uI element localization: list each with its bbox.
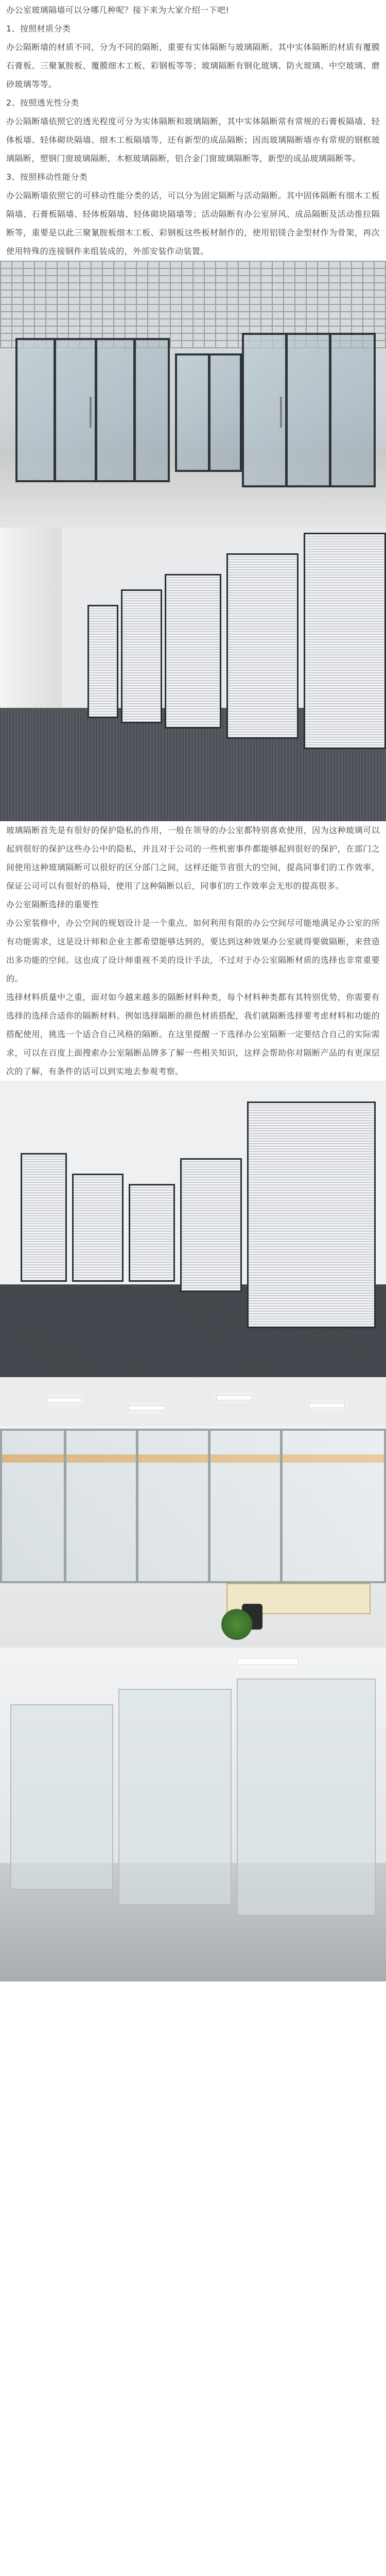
section-text: 选择材料质量中之重，面对如今越来越多的隔断材料种类，每个材料种类都有其特别优势，你需要有选择的选择合适你的隔断材料。例如选择隔断的颜色材质搭配，我们就隔断选择要考虑材料和功能的搭配使用，挑选一个适合自己风格的隔断。在这里提醒一下选择办公室隔断一定要结合自己的实际需求，可以在百度上面搜索办公室隔断品牌多了解一些相关知识，这样会帮助你对隔断产品的有更深层次的了解，有条件的话可以到实地去参观考察。: [6, 992, 380, 1076]
section-title: 3、按照移动性能分类: [6, 172, 88, 182]
blind-panel: [129, 1184, 175, 1282]
frameless-glass-partition-photo: [0, 1648, 386, 1981]
section-title: 办公室隔断选择的重要性: [6, 900, 99, 909]
intro-text: 办公室玻璃隔墙可以分哪几种呢？接下来为大家介绍一下吧!: [6, 5, 230, 15]
section-title: 2、按照透光性分类: [6, 98, 79, 108]
section-text: 玻璃隔断首先是有很好的保护隐私的作用，一般在领导的办公室都特别喜欢使用，因为这种玻璃可以起到很好的保护这些办公中的隐私，并且对于公司的一些机密事件都能够起到很好的保护，在部门之间使用这种玻璃隔断可以很好的区分部门之间，这样还能节省很大的空间，提高同事们的工作效率，保证公司可以有很好的格局，使用了这种隔断以后，同事们的工作效率会无形的提高很多。: [6, 825, 380, 891]
blind-panel: [226, 553, 299, 739]
blind-panel: [21, 1153, 67, 1282]
section-text: 办公隔断墙依照它的可移动性能分类的话，可以分为固定隔断与活动隔断。其中固体隔断有细木工板隔墙、石膏板隔墙、轻体板隔墙、轻体砌块隔墙等；活动隔断有办公室屏风、成品隔断及活动推拉隔断等，重要是以此三聚氰胺板细木工板、彩钢板这些板材制作的，使用铝镁合金型材作为骨架，再次使用特殊的连接钢件来组装成的，外部安装作动装置。: [6, 191, 380, 256]
section-title: 1、按照材质分类: [6, 24, 71, 33]
section-text: 办公室装修中，办公空间的规划设计是一个重点。如何利用有限的办公空间尽可能地满足办公室的所有功能需求，这是设计师和企业主都希望能够达到的，要达到这种效果办公室就得要做隔断，来营造出多功能的空间。这也成了设计师重视不美的设计手法，不过对于办公室隔断材质的选择也非常重要的。: [6, 918, 380, 984]
glass-panel: [237, 1679, 376, 1916]
blind-panel: [72, 1174, 124, 1282]
glass-office-corridor-photo: [0, 261, 386, 528]
blind-panel: [247, 1101, 376, 1328]
blind-panel: [165, 574, 221, 728]
section-text: 办公隔断墙的材质不同，分为不同的隔断，重要有实体隔断与玻璃隔断。其中实体隔断的材质有覆膜石膏板、三聚氰胺板、覆膜细木工板、彩钢板等等；玻璃隔断有钢化玻璃、防火玻璃、中空玻璃、磨砂玻璃等等。: [6, 42, 380, 89]
glass-partition: [242, 333, 376, 487]
blind-panel: [87, 605, 118, 718]
glass-panel: [10, 1704, 113, 1890]
glass-panel: [118, 1689, 232, 1905]
open-office-glass-partition-photo: [0, 1377, 386, 1648]
blinds-partition-corridor-photo: [0, 528, 386, 821]
glass-partition: [15, 338, 170, 482]
glass-partition: [0, 1429, 386, 1583]
ceiling: [0, 1377, 386, 1426]
blind-panel: [121, 589, 162, 723]
ceiling-light: [237, 1658, 299, 1665]
text-block-intro: [0, 0, 386, 261]
blind-panel: [180, 1158, 242, 1292]
plant: [221, 1609, 252, 1640]
louvered-glass-office-photo: [0, 1081, 386, 1377]
glass-partition: [175, 353, 242, 472]
section-text: 办公隔断墙依照它的透光程度可分为实体隔断和玻璃隔断，其中实体隔断常有常规的石膏板隔墙、轻体板墙、轻体砌块隔墙、细木工板隔墙等，还有新型的成品隔断；因而玻璃隔断墙亦有常规的钢框玻璃隔断，塑钢门窗玻璃隔断，木框玻璃隔断，铝合金门窗玻璃隔断等，新型的成品玻璃隔断等。: [6, 116, 380, 163]
text-block-benefits: [0, 821, 386, 1081]
blind-panel: [304, 533, 386, 749]
